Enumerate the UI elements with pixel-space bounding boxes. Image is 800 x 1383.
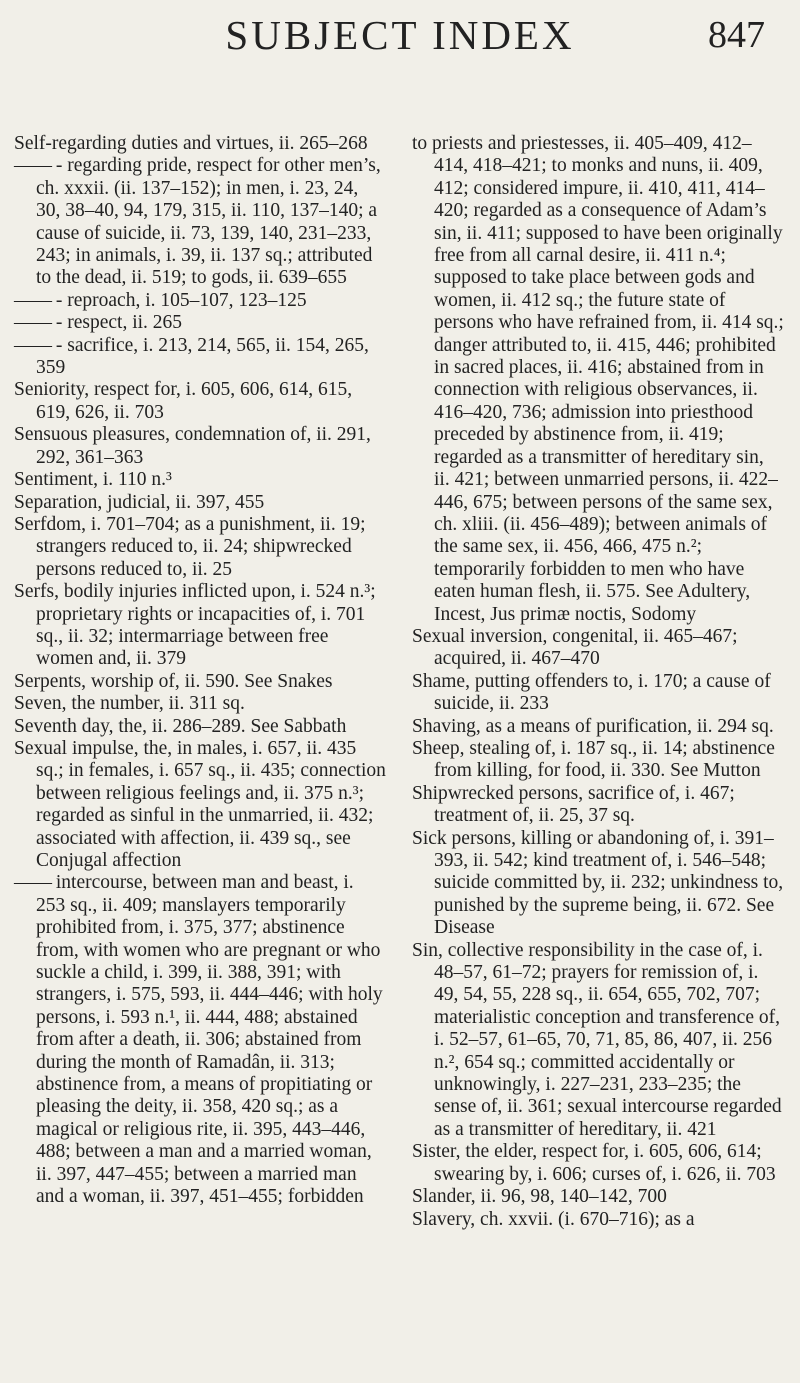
entry-text: Sensuous pleasures, condemnation of, ii. 291, 292, 361–363 (14, 424, 371, 468)
index-subentry (14, 312, 386, 334)
index-entry (412, 626, 784, 671)
index-entry (412, 133, 784, 626)
index-entry (14, 424, 386, 469)
entry-text: Seniority, respect for, i. 605, 606, 614, 615, 619, 626, ii. 703 (14, 379, 353, 423)
entry-text: Serpents, worship of, ii. 590. See Snakes (14, 670, 333, 692)
entry-text: Sin, collective responsibility in the case of, i. 48–57, 61–72; prayers for remission of, i. 49, 54, 55, 228 sq., ii. 654, 655, 702, 707; materialistic conception and transference of, i. 52–57, 61–65, 70, 71, 85, 86, 407, ii. 256 n.², 654 sq.; committed accidentally or unknowingly, i. 227–231, 233–235; the sense of, ii. 361; sexual intercourse regarded as a transmitter of hereditary, ii. 421 (412, 939, 782, 1140)
entry-text: Sentiment, i. 110 n.³ (14, 469, 172, 491)
left-column (14, 133, 386, 1209)
index-entry (412, 1186, 784, 1208)
ditto-dash (14, 290, 51, 311)
entry-text: Sick persons, killing or abandoning of, i. 391–393, ii. 542; kind treatment of, i. 546–548; suicide committed by, ii. 232; unkindness to, punished by the supreme being, ii. 672. See Disease (412, 827, 784, 939)
entry-text: Sexual inversion, congenital, ii. 465–467; acquired, ii. 467–470 (412, 625, 738, 670)
index-entry (412, 1141, 784, 1186)
entry-text: Sheep, stealing of, i. 187 sq., ii. 14; abstinence from killing, for food, ii. 330. See Mutton (412, 737, 775, 782)
entry-text: Seven, the number, ii. 311 sq. (14, 693, 245, 715)
entry-text: - reproach, i. 105–107, 123–125 (55, 289, 307, 311)
entry-text: Shipwrecked persons, sacrifice of, i. 467; treatment of, ii. 25, 37 sq. (412, 782, 735, 827)
entry-text: Serfs, bodily injuries inflicted upon, i. 524 n.³; proprietary rights or incapacities of, i. 701 sq., ii. 32; intermarriage between free women and, ii. 379 (14, 581, 376, 670)
entry-text: Seventh day, the, ii. 286–289. See Sabbath (14, 715, 347, 737)
page-number: 847 (708, 14, 765, 56)
index-entry (412, 738, 784, 783)
index-entry (14, 716, 386, 738)
index-entry (14, 133, 386, 155)
page-header (0, 10, 800, 60)
entry-text: Self-regarding duties and virtues, ii. 265–268 (14, 133, 368, 154)
index-subentry (14, 290, 386, 312)
entry-text: Separation, judicial, ii. 397, 455 (14, 491, 265, 513)
index-subentry (14, 155, 386, 289)
index-entry (412, 783, 784, 828)
entry-text: Sexual impulse, the, in males, i. 657, ii. 435 sq.; in females, i. 657 sq., ii. 435; connection between religious feelings and, ii. 375 n.³; regarded as sinful in the unmarried, ii. 432; associated with affection, ii. 439 sq., see Conjugal affection (14, 737, 386, 871)
right-column (412, 133, 784, 1231)
index-entry (412, 940, 784, 1142)
entry-text: Serfdom, i. 701–704; as a punishment, ii. 19; strangers reduced to, ii. 24; shipwrecked persons reduced to, ii. 25 (14, 513, 366, 580)
ditto-dash (14, 312, 51, 333)
index-entry (14, 379, 386, 424)
entry-text: Slander, ii. 96, 98, 140–142, 700 (412, 1186, 667, 1208)
entry-text: Shaving, as a means of purification, ii. 294 sq. (412, 715, 774, 737)
entry-text: to priests and priestesses, ii. 405–409, 412–414, 418–421; to monks and nuns, ii. 409, 412; considered impure, ii. 410, 411, 414–420; regarded as a consequence of Adam’s sin, ii. 411; supposed to have been originally free from all carnal desire, ii. 411 n.⁴; supposed to take place between gods and women, ii. 412 sq.; the future state of persons who have refrained from, ii. 414 sq.; danger attributed to, ii. 415, 446; prohibited in sacred places, ii. 416; abstained from in connection with religious observances, ii. 416–420, 736; admission into priesthood preceded by abstinence from, ii. 419; regarded as a transmitter of hereditary sin, ii. 421; between unmarried persons, ii. 422–446, 675; between persons of the same sex, ch. xliii. (ii. 456–489); between animals of the same sex, ii. 456, 466, 475 n.²; temporarily forbidden to men who have eaten human flesh, ii. 575. See Adultery, Incest, Jus primæ noctis, Sodomy (412, 133, 784, 625)
entry-text: - regarding pride, respect for other men’s, ch. xxxii. (ii. 137–152); in men, i. 23, 24, 30, 38–40, 94, 179, 315, ii. 110, 137–140; a cause of suicide, ii. 73, 139, 140, 231–233, 243; in animals, i. 39, ii. 137 sq.; attributed to the dead, ii. 519; to gods, ii. 639–655 (36, 155, 381, 289)
index-entry (14, 738, 386, 872)
ditto-dash (14, 335, 51, 356)
entry-text: - respect, ii. 265 (55, 312, 183, 334)
index-subentry (14, 872, 386, 1208)
entry-text: - sacrifice, i. 213, 214, 565, ii. 154, 265, 359 (36, 334, 369, 379)
index-entry (412, 1209, 784, 1231)
entry-text: Sister, the elder, respect for, i. 605, 606, 614; swearing by, i. 606; curses of, i. 626, ii. 703 (412, 1141, 776, 1185)
running-head: SUBJECT INDEX (225, 12, 575, 58)
index-entry (14, 514, 386, 581)
index-entry (412, 671, 784, 716)
index-entry (14, 693, 386, 715)
entry-text: intercourse, between man and beast, i. 253 sq., ii. 409; manslayers temporarily prohibited from, i. 375, 377; abstinence from, with women who are pregnant or who suckle a child, i. 399, ii. 388, 391; with strangers, i. 575, 593, ii. 444–446; with holy persons, i. 593 n.¹, ii. 444, 488; abstained from after a death, ii. 306; abstained from during the month of Ramadân, ii. 313; abstinence from, a means of propitiating or pleasing the deity, ii. 358, 420 sq.; as a magical or religious rite, ii. 395, 443–446, 488; between a man and a married woman, ii. 397, 447–455; between a married man and a woman, ii. 397, 451–455; forbidden (36, 872, 383, 1208)
index-entry (14, 671, 386, 693)
index-entry (412, 828, 784, 940)
entry-text: Slavery, ch. xxvii. (i. 670–716); as a (412, 1208, 695, 1230)
index-entry (14, 492, 386, 514)
index-entry (14, 469, 386, 491)
index-entry (14, 581, 386, 671)
index-subentry (14, 335, 386, 380)
ditto-dash (14, 155, 51, 176)
entry-text: Shame, putting offenders to, i. 170; a cause of suicide, ii. 233 (412, 670, 771, 715)
index-entry (412, 716, 784, 738)
ditto-dash (14, 872, 51, 893)
